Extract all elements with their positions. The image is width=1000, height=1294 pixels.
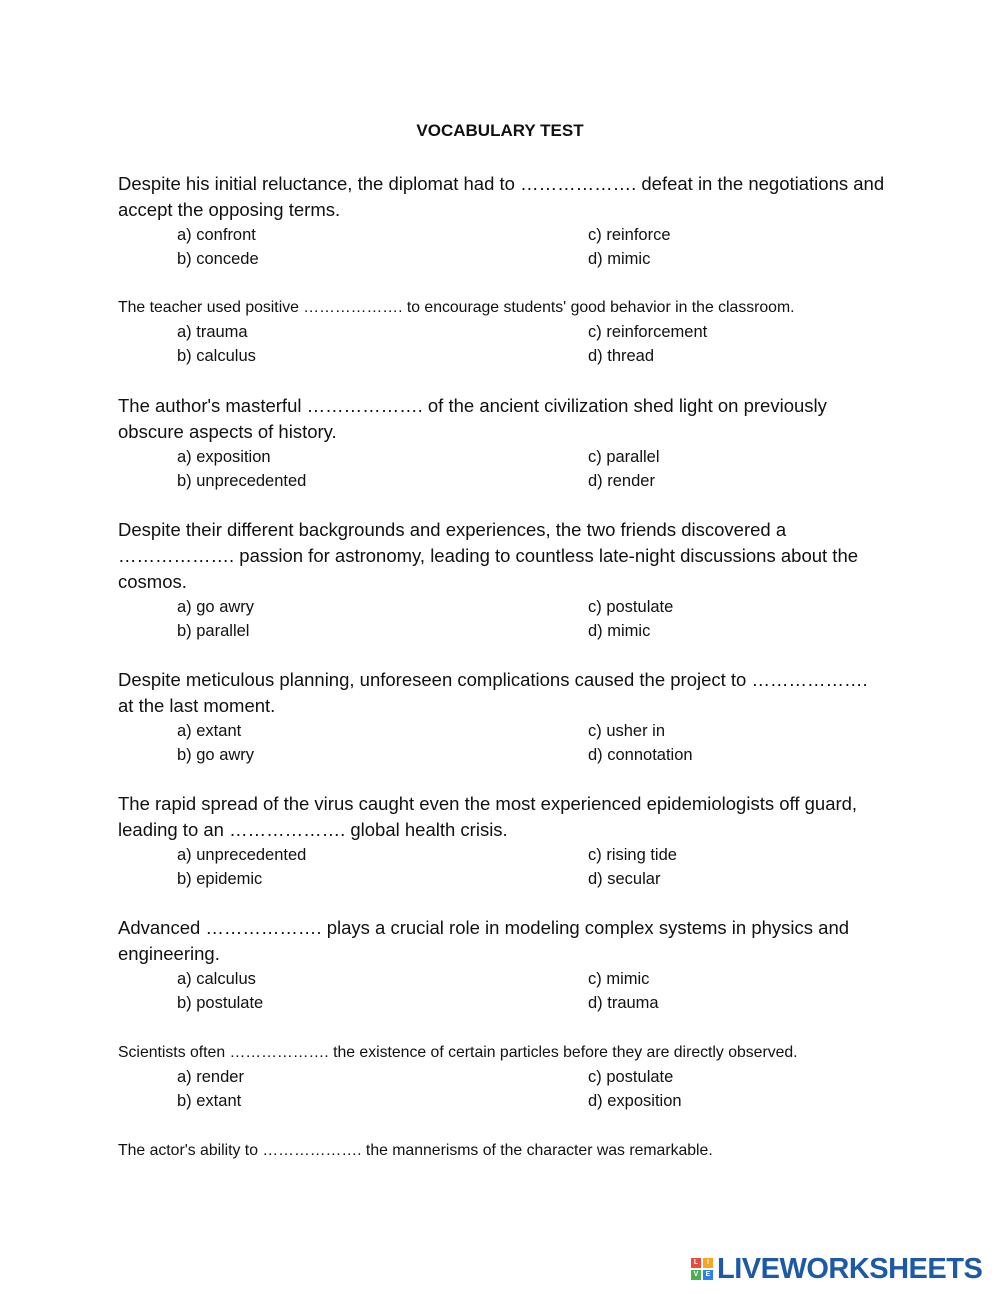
question-options bbox=[118, 445, 886, 493]
option-d[interactable]: d) secular bbox=[588, 870, 661, 888]
question-options bbox=[118, 223, 886, 271]
option-b[interactable]: b) calculus bbox=[177, 347, 256, 365]
question-options bbox=[118, 595, 886, 643]
question-1 bbox=[118, 171, 886, 271]
option-a[interactable]: a) go awry bbox=[177, 598, 255, 616]
question-7 bbox=[118, 915, 886, 1015]
option-c[interactable]: c) postulate bbox=[588, 598, 674, 616]
liveworksheets-brand bbox=[691, 1254, 982, 1284]
option-c[interactable]: c) reinforcement bbox=[588, 323, 708, 341]
option-a[interactable]: a) exposition bbox=[177, 448, 271, 466]
option-b[interactable]: b) extant bbox=[177, 1092, 242, 1110]
option-d[interactable]: d) render bbox=[588, 472, 655, 490]
option-d[interactable]: d) thread bbox=[588, 347, 655, 365]
option-b[interactable]: b) parallel bbox=[177, 622, 250, 640]
question-options bbox=[118, 1065, 886, 1113]
question-stem: The actor's ability to ………………. the mannerisms of the character was remarkable. bbox=[118, 1142, 713, 1159]
option-a[interactable]: a) render bbox=[177, 1068, 244, 1086]
option-b[interactable]: b) postulate bbox=[177, 994, 264, 1012]
option-b[interactable]: b) epidemic bbox=[177, 870, 263, 888]
option-b[interactable]: b) concede bbox=[177, 250, 259, 268]
option-a[interactable]: a) extant bbox=[177, 722, 242, 740]
option-a[interactable]: a) calculus bbox=[177, 970, 256, 988]
option-c[interactable]: c) rising tide bbox=[588, 846, 677, 864]
logo-tile-i: I bbox=[703, 1258, 713, 1268]
option-b[interactable]: b) go awry bbox=[177, 746, 255, 764]
logo-tile-e: E bbox=[703, 1270, 713, 1280]
question-stem: The rapid spread of the virus caught even the most experienced epidemiologists off guard, leading to an ………………. global health crisis. bbox=[118, 793, 858, 840]
option-b[interactable]: b) unprecedented bbox=[177, 472, 307, 490]
option-a[interactable]: a) unprecedented bbox=[177, 846, 307, 864]
option-c[interactable]: c) mimic bbox=[588, 970, 650, 988]
option-d[interactable]: d) connotation bbox=[588, 746, 693, 764]
option-a[interactable]: a) trauma bbox=[177, 323, 248, 341]
question-stem: The author's masterful ………………. of the ancient civilization shed light on previously obscure aspects of history. bbox=[118, 395, 827, 442]
brand-name: LIVEWORKSHEETS bbox=[717, 1252, 983, 1285]
question-stem: Despite their different backgrounds and experiences, the two friends discovered a ………………. passion for astronomy, leading to countless late-night discussions about the cosmos. bbox=[118, 519, 859, 592]
question-2 bbox=[118, 296, 886, 368]
question-stem: Despite meticulous planning, unforeseen complications caused the project to ………………. at the last moment. bbox=[118, 669, 868, 716]
question-options bbox=[118, 719, 886, 767]
page-title: VOCABULARY TEST bbox=[416, 121, 584, 140]
option-c[interactable]: c) usher in bbox=[588, 722, 666, 740]
option-c[interactable]: c) postulate bbox=[588, 1068, 674, 1086]
question-options bbox=[118, 320, 886, 368]
question-6 bbox=[118, 791, 886, 891]
question-stem: Advanced ………………. plays a crucial role in modeling complex systems in physics and engineering. bbox=[118, 917, 850, 964]
liveworksheets-logo-icon bbox=[691, 1258, 713, 1280]
question-options bbox=[118, 967, 886, 1015]
question-stem: The teacher used positive ………………. to encourage students' good behavior in the classroom. bbox=[118, 299, 795, 316]
option-c[interactable]: c) reinforce bbox=[588, 226, 671, 244]
option-d[interactable]: d) mimic bbox=[588, 622, 651, 640]
question-9 bbox=[118, 1139, 886, 1163]
question-8 bbox=[118, 1041, 886, 1113]
question-5 bbox=[118, 667, 886, 767]
option-d[interactable]: d) mimic bbox=[588, 250, 651, 268]
option-a[interactable]: a) confront bbox=[177, 226, 256, 244]
question-3 bbox=[118, 393, 886, 493]
option-d[interactable]: d) trauma bbox=[588, 994, 659, 1012]
question-stem: Scientists often ………………. the existence of certain particles before they are directly observed. bbox=[118, 1044, 798, 1061]
question-4 bbox=[118, 517, 886, 643]
question-stem: Despite his initial reluctance, the diplomat had to ………………. defeat in the negotiations and accept the opposing terms. bbox=[118, 173, 885, 220]
option-c[interactable]: c) parallel bbox=[588, 448, 660, 466]
logo-tile-l: L bbox=[691, 1258, 701, 1268]
logo-tile-v: V bbox=[691, 1270, 701, 1280]
question-options bbox=[118, 843, 886, 891]
option-d[interactable]: d) exposition bbox=[588, 1092, 682, 1110]
